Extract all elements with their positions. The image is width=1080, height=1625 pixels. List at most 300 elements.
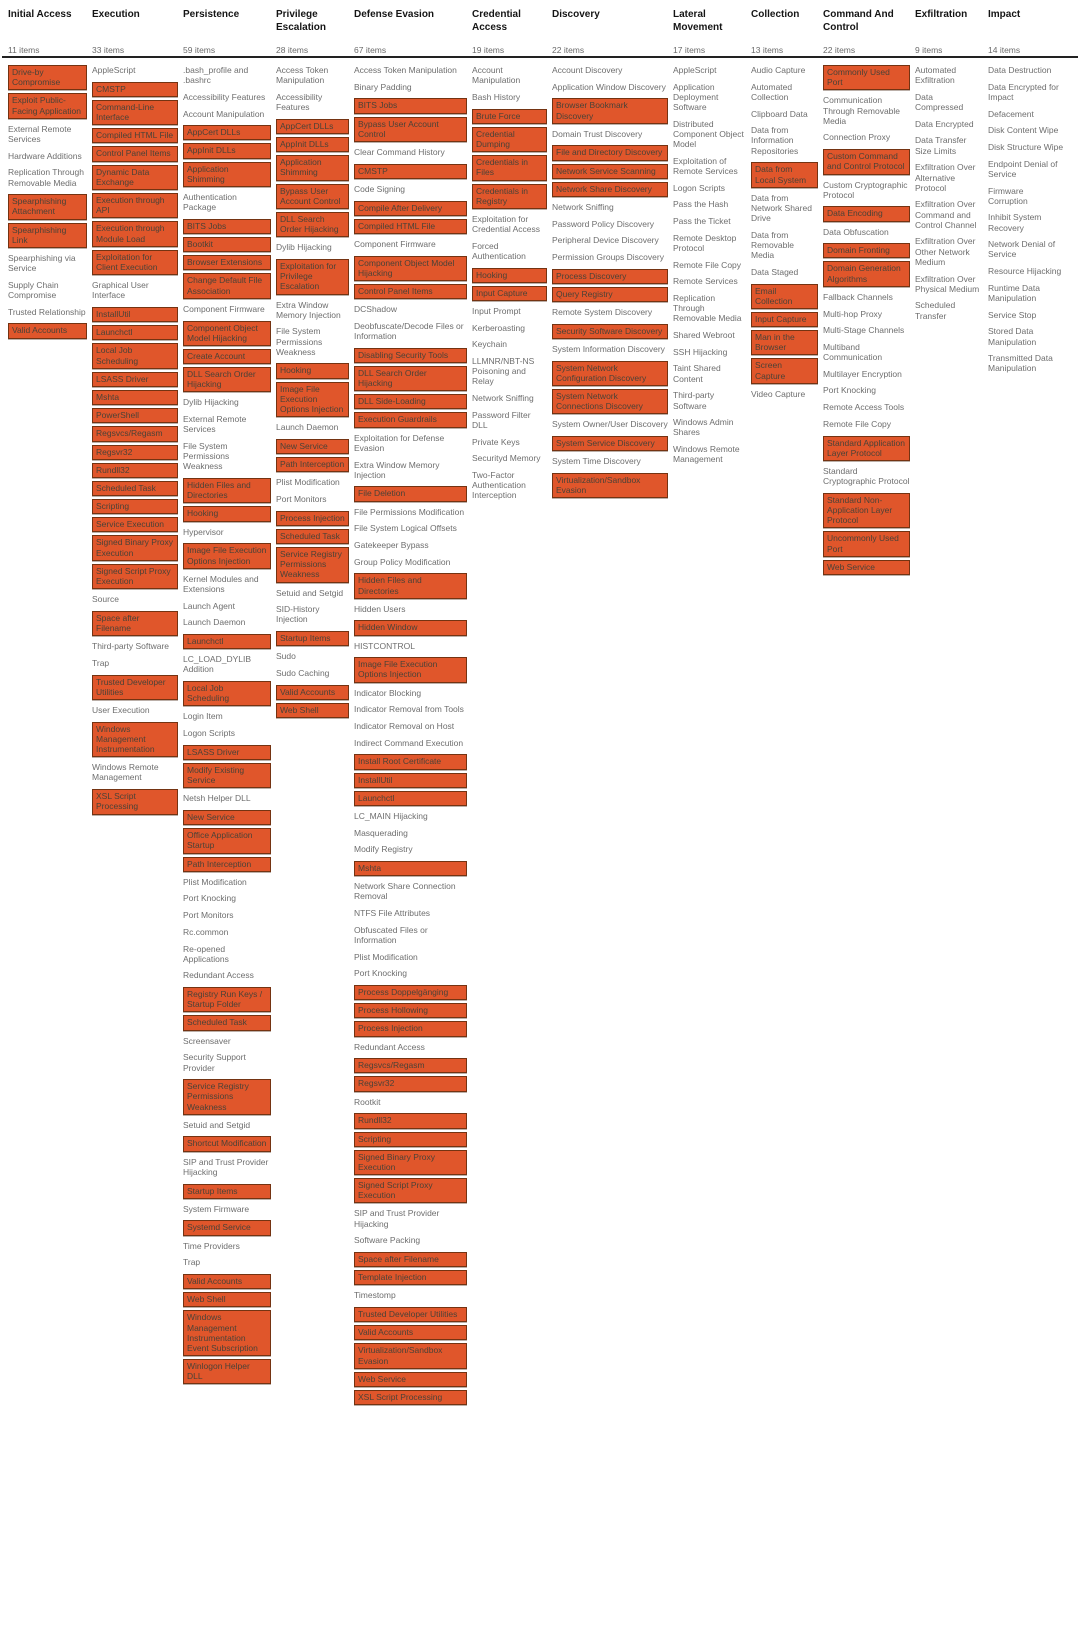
technique-cell[interactable]: InstallUtil [354, 773, 467, 788]
technique-cell[interactable]: Clipboard Data [751, 108, 808, 119]
technique-cell[interactable]: Network Sniffing [552, 202, 614, 212]
technique-cell[interactable]: Standard Non-Application Layer Protocol [823, 493, 910, 529]
technique-cell[interactable]: Browser Bookmark Discovery [552, 98, 668, 123]
technique-cell[interactable]: Custom Command and Control Protocol [823, 149, 910, 174]
technique-cell[interactable]: Startup Items [183, 1184, 271, 1199]
technique-cell[interactable]: Indirect Command Execution [354, 737, 464, 748]
technique-cell[interactable]: Supply Chain Compromise [8, 279, 59, 300]
technique-cell[interactable]: Bash History [472, 91, 521, 102]
technique-cell[interactable]: Exploitation for Privilege Escalation [276, 259, 349, 295]
technique-cell[interactable]: Service Registry Permissions Weakness [276, 547, 349, 583]
technique-cell[interactable]: Launch Agent [183, 600, 235, 611]
technique-cell[interactable]: Scheduled Task [183, 1015, 271, 1030]
technique-cell[interactable]: Binary Padding [354, 81, 412, 92]
technique-cell[interactable]: Rootkit [354, 1096, 381, 1107]
technique-cell[interactable]: Re-opened Applications [183, 943, 229, 964]
technique-cell[interactable]: System Network Connections Discovery [552, 389, 668, 414]
technique-cell[interactable]: Forced Authentication [472, 240, 526, 261]
technique-cell[interactable]: Exfiltration Over Alternative Protocol [915, 162, 976, 193]
technique-cell[interactable]: Custom Cryptographic Protocol [823, 179, 908, 200]
technique-cell[interactable]: Shared Webroot [673, 330, 735, 341]
technique-cell[interactable]: Hidden Users [354, 603, 406, 614]
technique-cell[interactable]: Exploitation for Defense Evasion [354, 432, 445, 453]
technique-cell[interactable]: Scripting [92, 499, 178, 514]
technique-cell[interactable]: Hidden Window [354, 620, 467, 635]
technique-cell[interactable]: Setuid and Setgid [183, 1119, 251, 1130]
technique-cell[interactable]: Credentials in Files [472, 155, 547, 180]
technique-cell[interactable]: Multi-Stage Channels [823, 325, 905, 336]
technique-cell[interactable]: Signed Binary Proxy Execution [354, 1150, 467, 1175]
technique-cell[interactable]: Process Injection [354, 1021, 467, 1036]
technique-cell[interactable]: Mshta [92, 390, 178, 405]
technique-cell[interactable]: Mshta [354, 861, 467, 876]
technique-cell[interactable]: Remote System Discovery [552, 307, 653, 318]
technique-cell[interactable]: Redundant Access [354, 1041, 425, 1052]
technique-cell[interactable]: NTFS File Attributes [354, 908, 431, 919]
technique-cell[interactable]: DLL Side-Loading [354, 394, 467, 409]
technique-cell[interactable]: Account Discovery [552, 65, 623, 75]
technique-cell[interactable]: Multiband Communication [823, 341, 883, 363]
technique-cell[interactable]: External Remote Services [8, 123, 72, 144]
technique-cell[interactable]: Systemd Service [183, 1220, 271, 1235]
technique-cell[interactable]: Compile After Delivery [354, 201, 467, 216]
technique-cell[interactable]: Remote Services [673, 276, 738, 287]
technique-cell[interactable]: Standard Cryptographic Protocol [823, 465, 910, 487]
technique-cell[interactable]: Template Injection [354, 1270, 467, 1285]
technique-cell[interactable]: Credentials in Registry [472, 184, 547, 209]
technique-cell[interactable]: Execution through Module Load [92, 221, 178, 246]
technique-cell[interactable]: Exploitation of Remote Services [673, 155, 738, 176]
technique-cell[interactable]: Component Object Model Hijacking [183, 321, 271, 346]
technique-cell[interactable]: Disk Structure Wipe [988, 141, 1064, 152]
technique-cell[interactable]: Access Token Manipulation [276, 65, 329, 86]
technique-cell[interactable]: Service Registry Permissions Weakness [183, 1079, 271, 1115]
technique-cell[interactable]: CMSTP [354, 164, 467, 179]
technique-cell[interactable]: Port Knocking [354, 968, 407, 979]
technique-cell[interactable]: Distributed Component Object Model [673, 118, 744, 150]
technique-cell[interactable]: Spearphishing Link [8, 223, 87, 248]
technique-cell[interactable]: Image File Execution Options Injection [276, 382, 349, 418]
technique-cell[interactable]: Spearphishing via Service [8, 252, 76, 274]
technique-cell[interactable]: Replication Through Removable Media [673, 293, 742, 324]
technique-cell[interactable]: Plist Modification [276, 477, 340, 488]
technique-cell[interactable]: System Network Configuration Discovery [552, 361, 668, 386]
technique-cell[interactable]: Modify Registry [354, 844, 413, 855]
technique-cell[interactable]: Securityd Memory [472, 453, 541, 464]
technique-cell[interactable]: Port Knocking [183, 893, 236, 904]
technique-cell[interactable]: Trap [92, 657, 110, 668]
technique-cell[interactable]: Automated Collection [751, 81, 793, 102]
technique-cell[interactable]: Process Hollowing [354, 1003, 467, 1018]
technique-cell[interactable]: Scheduled Task [276, 529, 349, 544]
technique-cell[interactable]: Data Encoding [823, 206, 910, 221]
technique-cell[interactable]: Remote Desktop Protocol [673, 232, 737, 253]
technique-cell[interactable]: DCShadow [354, 304, 397, 315]
technique-cell[interactable]: Application Shimming [276, 155, 349, 180]
technique-cell[interactable]: Web Shell [183, 1292, 271, 1307]
technique-cell[interactable]: Replication Through Removable Media [8, 167, 84, 188]
technique-cell[interactable]: Data from Information Repositories [751, 125, 799, 156]
technique-cell[interactable]: Trusted Relationship [8, 306, 86, 317]
technique-cell[interactable]: Exfiltration Over Command and Control Channel [915, 199, 977, 230]
technique-cell[interactable]: Port Knocking [823, 385, 876, 396]
technique-cell[interactable]: Data Compressed [915, 91, 964, 113]
technique-cell[interactable]: Change Default File Association [183, 273, 271, 298]
technique-cell[interactable]: Remote Access Tools [823, 402, 905, 413]
technique-cell[interactable]: Indicator Removal on Host [354, 721, 455, 731]
technique-cell[interactable]: CMSTP [92, 82, 178, 97]
technique-cell[interactable]: Logon Scripts [673, 182, 725, 193]
technique-cell[interactable]: Password Filter DLL [472, 409, 531, 430]
technique-cell[interactable]: Regsvr32 [354, 1076, 467, 1091]
technique-cell[interactable]: Two-Factor Authentication Interception [472, 470, 526, 501]
technique-cell[interactable]: System Service Discovery [552, 436, 668, 451]
technique-cell[interactable]: Gatekeeper Bypass [354, 539, 429, 550]
technique-cell[interactable]: External Remote Services [183, 414, 247, 435]
technique-cell[interactable]: Local Job Scheduling [183, 681, 271, 706]
technique-cell[interactable]: Port Monitors [276, 493, 327, 504]
technique-cell[interactable]: LC_MAIN Hijacking [354, 810, 428, 821]
technique-cell[interactable]: Regsvcs/Regasm [92, 426, 178, 441]
technique-cell[interactable]: Trusted Developer Utilities [354, 1307, 467, 1322]
technique-cell[interactable]: Space after Filename [354, 1252, 467, 1267]
technique-cell[interactable]: Local Job Scheduling [92, 343, 178, 368]
technique-cell[interactable]: Data Encrypted [915, 118, 974, 129]
technique-cell[interactable]: Plist Modification [183, 876, 247, 887]
technique-cell[interactable]: BITS Jobs [354, 98, 467, 113]
technique-cell[interactable]: Automated Exfiltration [915, 65, 957, 86]
technique-cell[interactable]: Setuid and Setgid [276, 587, 344, 598]
technique-cell[interactable]: Indicator Removal from Tools [354, 704, 464, 715]
technique-cell[interactable]: Compiled HTML File [354, 219, 467, 234]
technique-cell[interactable]: Launch Daemon [183, 617, 246, 628]
technique-cell[interactable]: Process Doppelgänging [354, 985, 467, 1000]
technique-cell[interactable]: AppCert DLLs [183, 125, 271, 140]
technique-cell[interactable]: Control Panel Items [92, 146, 178, 161]
technique-cell[interactable]: Data Encrypted for Impact [988, 81, 1059, 102]
technique-cell[interactable]: Kerberoasting [472, 322, 525, 333]
technique-cell[interactable]: Signed Script Proxy Execution [92, 564, 178, 589]
technique-cell[interactable]: Time Providers [183, 1240, 240, 1251]
technique-cell[interactable]: Man in the Browser [751, 330, 818, 355]
technique-cell[interactable]: Regsvr32 [92, 445, 178, 460]
technique-cell[interactable]: PowerShell [92, 408, 178, 423]
technique-cell[interactable]: New Service [183, 810, 271, 825]
technique-cell[interactable]: Signed Binary Proxy Execution [92, 535, 178, 560]
technique-cell[interactable]: Hidden Files and Directories [183, 478, 271, 503]
technique-cell[interactable]: Image File Execution Options Injection [183, 543, 271, 568]
technique-cell[interactable]: Netsh Helper DLL [183, 793, 251, 804]
technique-cell[interactable]: Disk Content Wipe [988, 125, 1059, 136]
technique-cell[interactable]: Data from Removable Media [751, 229, 794, 261]
technique-cell[interactable]: .bash_profile and .bashrc [183, 65, 249, 86]
technique-cell[interactable]: Modify Existing Service [183, 763, 271, 788]
technique-cell[interactable]: Exfiltration Over Physical Medium [915, 273, 980, 294]
technique-cell[interactable]: Exploitation for Client Execution [92, 250, 178, 275]
technique-cell[interactable]: Application Shimming [183, 162, 271, 187]
technique-cell[interactable]: Hidden Files and Directories [354, 573, 467, 598]
technique-cell[interactable]: Screensaver [183, 1035, 231, 1046]
technique-cell[interactable]: Uncommonly Used Port [823, 531, 910, 556]
technique-cell[interactable]: Image File Execution Options Injection [354, 657, 467, 682]
technique-cell[interactable]: AppInit DLLs [276, 137, 349, 152]
technique-cell[interactable]: Sudo Caching [276, 668, 330, 678]
technique-cell[interactable]: Port Monitors [183, 910, 234, 921]
technique-cell[interactable]: System Time Discovery [552, 456, 641, 467]
technique-cell[interactable]: Dylib Hijacking [183, 397, 239, 408]
technique-cell[interactable]: Trusted Developer Utilities [92, 675, 178, 700]
technique-cell[interactable]: Windows Admin Shares [673, 417, 734, 438]
technique-cell[interactable]: User Execution [92, 705, 150, 715]
technique-cell[interactable]: File and Directory Discovery [552, 145, 668, 160]
technique-cell[interactable]: Winlogon Helper DLL [183, 1359, 271, 1384]
technique-cell[interactable]: Brute Force [472, 109, 547, 124]
technique-cell[interactable]: Application Window Discovery [552, 81, 666, 92]
technique-cell[interactable]: BITS Jobs [183, 219, 271, 234]
technique-cell[interactable]: Indicator Blocking [354, 687, 422, 698]
technique-cell[interactable]: Commonly Used Port [823, 65, 910, 90]
technique-cell[interactable]: Shortcut Modification [183, 1136, 271, 1151]
technique-cell[interactable]: Extra Window Memory Injection [276, 299, 341, 320]
technique-cell[interactable]: Dylib Hijacking [276, 242, 332, 253]
technique-cell[interactable]: Source [92, 594, 119, 605]
technique-cell[interactable]: Extra Window Memory Injection [354, 459, 440, 480]
technique-cell[interactable]: Signed Script Proxy Execution [354, 1178, 467, 1203]
technique-cell[interactable]: Windows Remote Management [92, 762, 159, 783]
technique-cell[interactable]: Control Panel Items [354, 284, 467, 299]
technique-cell[interactable]: Domain Trust Discovery [552, 128, 643, 139]
technique-cell[interactable]: Sudo [276, 651, 296, 662]
technique-cell[interactable]: LSASS Driver [92, 372, 178, 387]
technique-cell[interactable]: Exploitation for Credential Access [472, 213, 541, 235]
technique-cell[interactable]: Firmware Corruption [988, 185, 1028, 206]
technique-cell[interactable]: Exfiltration Over Other Network Medium [915, 236, 976, 267]
technique-cell[interactable]: Password Policy Discovery [552, 218, 655, 229]
technique-cell[interactable]: Code Signing [354, 183, 406, 194]
technique-cell[interactable]: Domain Fronting [823, 243, 910, 258]
technique-cell[interactable]: Access Token Manipulation [354, 65, 457, 75]
technique-cell[interactable]: Group Policy Modification [354, 556, 451, 567]
technique-cell[interactable]: Service Execution [92, 517, 178, 532]
technique-cell[interactable]: Accessibility Features [183, 91, 266, 102]
technique-cell[interactable]: Bypass User Account Control [276, 184, 349, 209]
technique-cell[interactable]: Hardware Additions [8, 150, 82, 161]
technique-cell[interactable]: Connection Proxy [823, 132, 891, 143]
technique-cell[interactable]: Valid Accounts [354, 1325, 467, 1340]
technique-cell[interactable]: Taint Shared Content [673, 363, 721, 384]
technique-cell[interactable]: Web Service [354, 1372, 467, 1387]
technique-cell[interactable]: Pass the Ticket [673, 216, 731, 227]
technique-cell[interactable]: Data from Local System [751, 162, 818, 187]
technique-cell[interactable]: Scheduled Transfer [915, 300, 956, 321]
technique-cell[interactable]: Timestomp [354, 1290, 396, 1301]
technique-cell[interactable]: Multilayer Encryption [823, 368, 902, 379]
technique-cell[interactable]: Web Service [823, 560, 910, 575]
technique-cell[interactable]: Network Share Discovery [552, 182, 668, 197]
technique-cell[interactable]: Network Share Connection Removal [354, 881, 456, 902]
technique-cell[interactable]: File System Permissions Weakness [276, 326, 323, 357]
technique-cell[interactable]: DLL Search Order Hijacking [183, 367, 271, 392]
technique-cell[interactable]: Logon Scripts [183, 728, 235, 739]
technique-cell[interactable]: Disabling Security Tools [354, 348, 467, 363]
technique-cell[interactable]: Launchctl [92, 325, 178, 340]
technique-cell[interactable]: Audio Capture [751, 65, 806, 75]
technique-cell[interactable]: Execution through API [92, 193, 178, 218]
technique-cell[interactable]: Stored Data Manipulation [988, 326, 1037, 347]
technique-cell[interactable]: Space after Filename [92, 611, 178, 636]
technique-cell[interactable]: Office Application Startup [183, 828, 271, 853]
technique-cell[interactable]: Install Root Certificate [354, 754, 467, 769]
technique-cell[interactable]: Query Registry [552, 287, 668, 302]
technique-cell[interactable]: AppleScript [673, 65, 717, 75]
technique-cell[interactable]: LLMNR/NBT-NS Poisoning and Relay [472, 356, 535, 387]
technique-cell[interactable]: Keychain [472, 339, 507, 350]
technique-cell[interactable]: Input Capture [472, 286, 547, 301]
technique-cell[interactable]: Communication Through Removable Media [823, 95, 901, 126]
technique-cell[interactable]: Scheduled Task [92, 481, 178, 496]
technique-cell[interactable]: Plist Modification [354, 951, 418, 962]
technique-cell[interactable]: Network Service Scanning [552, 164, 668, 179]
technique-cell[interactable]: System Owner/User Discovery [552, 419, 668, 430]
technique-cell[interactable]: Hooking [183, 506, 271, 521]
technique-cell[interactable]: System Information Discovery [552, 344, 665, 354]
technique-cell[interactable]: XSL Script Processing [354, 1390, 467, 1405]
technique-cell[interactable]: SID-History Injection [276, 604, 320, 625]
technique-cell[interactable]: Authentication Package [183, 192, 237, 213]
technique-cell[interactable]: Input Capture [751, 312, 818, 327]
technique-cell[interactable]: Defacement [988, 108, 1034, 119]
technique-cell[interactable]: Windows Management Instrumentation Event Subscription [183, 1310, 271, 1356]
technique-cell[interactable]: Screen Capture [751, 358, 818, 383]
technique-cell[interactable]: Input Prompt [472, 306, 521, 316]
technique-cell[interactable]: XSL Script Processing [92, 789, 178, 814]
technique-cell[interactable]: Valid Accounts [183, 1274, 271, 1289]
technique-cell[interactable]: Endpoint Denial of Service [988, 158, 1058, 179]
technique-cell[interactable]: Bootkit [183, 237, 271, 252]
technique-cell[interactable]: Network Denial of Service [988, 239, 1056, 260]
technique-cell[interactable]: Path Interception [276, 457, 349, 472]
technique-cell[interactable]: Hooking [276, 363, 349, 378]
technique-cell[interactable]: Software Packing [354, 1235, 421, 1246]
technique-cell[interactable]: Email Collection [751, 284, 818, 309]
technique-cell[interactable]: File Permissions Modification [354, 506, 465, 517]
technique-cell[interactable]: Registry Run Keys / Startup Folder [183, 987, 271, 1012]
technique-cell[interactable]: LSASS Driver [183, 745, 271, 760]
technique-cell[interactable]: Account Manipulation [472, 65, 521, 86]
technique-cell[interactable]: Transmitted Data Manipulation [988, 353, 1053, 374]
technique-cell[interactable]: Accessibility Features [276, 91, 323, 113]
technique-cell[interactable]: Valid Accounts [8, 323, 87, 338]
technique-cell[interactable]: Third-party Software [673, 390, 715, 411]
technique-cell[interactable]: Peripheral Device Discovery [552, 235, 659, 246]
technique-cell[interactable]: Inhibit System Recovery [988, 212, 1042, 233]
technique-cell[interactable]: Path Interception [183, 857, 271, 872]
technique-cell[interactable]: Launchctl [183, 634, 271, 649]
technique-cell[interactable]: Component Object Model Hijacking [354, 256, 467, 281]
technique-cell[interactable]: AppCert DLLs [276, 119, 349, 134]
technique-cell[interactable]: Component Firmware [354, 238, 436, 249]
technique-cell[interactable]: Fallback Channels [823, 291, 893, 302]
technique-cell[interactable]: Dynamic Data Exchange [92, 165, 178, 190]
technique-cell[interactable]: Third-party Software [92, 641, 169, 652]
technique-cell[interactable]: File Deletion [354, 486, 467, 501]
technique-cell[interactable]: SIP and Trust Provider Hijacking [354, 1208, 440, 1229]
technique-cell[interactable]: Launch Daemon [276, 422, 339, 433]
technique-cell[interactable]: Remote File Copy [673, 259, 742, 270]
technique-cell[interactable]: Trap [183, 1257, 201, 1268]
technique-cell[interactable]: Application Deployment Software [673, 81, 719, 113]
technique-cell[interactable]: Standard Application Layer Protocol [823, 436, 910, 461]
technique-cell[interactable]: AppInit DLLs [183, 143, 271, 158]
technique-cell[interactable]: Domain Generation Algorithms [823, 261, 910, 286]
technique-cell[interactable]: Process Injection [276, 511, 349, 526]
technique-cell[interactable]: System Firmware [183, 1203, 250, 1214]
technique-cell[interactable]: Startup Items [276, 631, 349, 646]
technique-cell[interactable]: DLL Search Order Hijacking [354, 366, 467, 391]
technique-cell[interactable]: Login Item [183, 711, 223, 722]
technique-cell[interactable]: Obfuscated Files or Information [354, 924, 428, 945]
technique-cell[interactable]: Security Software Discovery [552, 324, 668, 339]
technique-cell[interactable]: File System Permissions Weakness [183, 441, 230, 472]
technique-cell[interactable]: Rc.common [183, 926, 229, 937]
technique-cell[interactable]: Data Transfer Size Limits [915, 135, 967, 156]
technique-cell[interactable]: Clear Command History [354, 146, 445, 157]
technique-cell[interactable]: New Service [276, 439, 349, 454]
technique-cell[interactable]: Network Sniffing [472, 393, 534, 404]
technique-cell[interactable]: Rundll32 [354, 1113, 467, 1128]
technique-cell[interactable]: Drive-by Compromise [8, 65, 87, 90]
technique-cell[interactable]: Masquerading [354, 827, 408, 838]
technique-cell[interactable]: InstallUtil [92, 307, 178, 322]
technique-cell[interactable]: Account Manipulation [183, 108, 265, 119]
technique-cell[interactable]: File System Logical Offsets [354, 523, 457, 534]
technique-cell[interactable]: Component Firmware [183, 303, 265, 314]
technique-cell[interactable]: Bypass User Account Control [354, 117, 467, 142]
technique-cell[interactable]: Rundll32 [92, 463, 178, 478]
technique-cell[interactable]: Regsvcs/Regasm [354, 1058, 467, 1073]
technique-cell[interactable]: Windows Remote Management [673, 444, 740, 465]
technique-cell[interactable]: Virtualization/Sandbox Evasion [552, 473, 668, 498]
technique-cell[interactable]: Runtime Data Manipulation [988, 282, 1040, 303]
technique-cell[interactable]: Virtualization/Sandbox Evasion [354, 1343, 467, 1368]
technique-cell[interactable]: Remote File Copy [823, 418, 892, 429]
technique-cell[interactable]: Command-Line Interface [92, 100, 178, 125]
technique-cell[interactable]: Data Staged [751, 266, 799, 277]
technique-cell[interactable]: HISTCONTROL [354, 640, 415, 651]
technique-cell[interactable]: Data Destruction [988, 65, 1052, 75]
technique-cell[interactable]: Pass the Hash [673, 199, 729, 210]
technique-cell[interactable]: Windows Management Instrumentation [92, 722, 178, 758]
technique-cell[interactable]: Deobfuscate/Decode Files or Information [354, 320, 464, 341]
technique-cell[interactable]: Permission Groups Discovery [552, 252, 664, 263]
technique-cell[interactable]: Create Account [183, 349, 271, 364]
technique-cell[interactable]: Scripting [354, 1132, 467, 1147]
technique-cell[interactable]: Execution Guardrails [354, 412, 467, 427]
technique-cell[interactable]: Security Support Provider [183, 1052, 246, 1073]
technique-cell[interactable]: SSH Hijacking [673, 346, 728, 357]
technique-cell[interactable]: Launchctl [354, 791, 467, 806]
technique-cell[interactable]: DLL Search Order Hijacking [276, 212, 349, 237]
technique-cell[interactable]: LC_LOAD_DYLIB Addition [183, 654, 252, 675]
technique-cell[interactable]: Compiled HTML File [92, 128, 178, 143]
technique-cell[interactable]: Data Obfuscation [823, 226, 889, 237]
technique-cell[interactable]: Exploit Public-Facing Application [8, 93, 87, 118]
technique-cell[interactable]: Hooking [472, 268, 547, 283]
technique-cell[interactable]: Browser Extensions [183, 255, 271, 270]
technique-cell[interactable]: Kernel Modules and Extensions [183, 573, 259, 594]
technique-cell[interactable]: Web Shell [276, 703, 349, 718]
technique-cell[interactable]: AppleScript [92, 65, 136, 75]
